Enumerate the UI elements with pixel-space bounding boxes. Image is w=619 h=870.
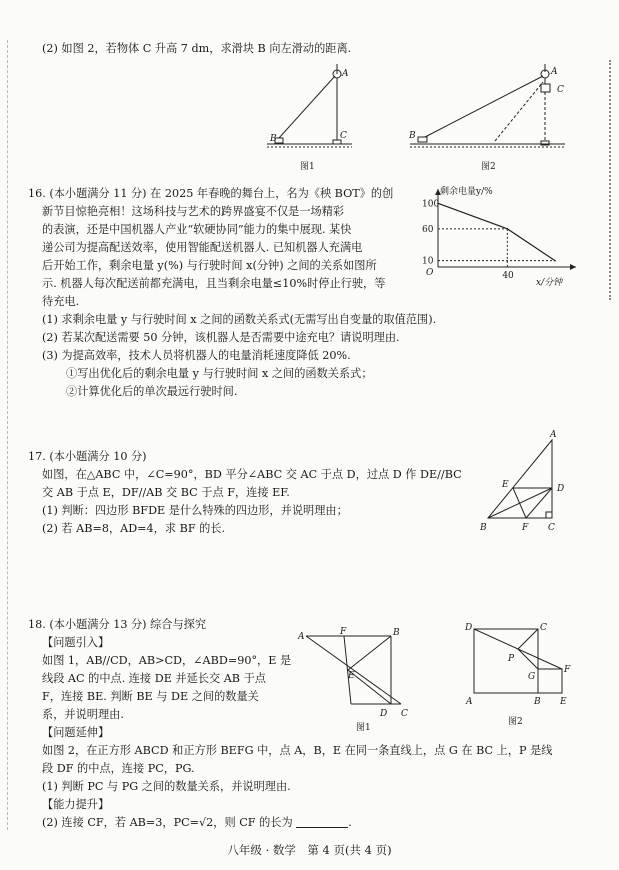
q17-label-c: C xyxy=(548,523,555,533)
q17-label-e: E xyxy=(502,480,509,490)
q18-last-text: (2) 连接 CF，若 AB=3，PC=√2，则 CF 的长为 xyxy=(42,816,293,829)
q17-line-4: (1) 判断：四边形 BFDE 是什么特殊的四边形，并说明理由； xyxy=(42,504,348,517)
chart-origin: O xyxy=(426,268,434,278)
q18f1-label-f: F xyxy=(340,627,347,637)
q16-line-7: 待充电. xyxy=(42,295,80,308)
q18f2-caption: 图2 xyxy=(508,717,523,727)
q18-last-end: . xyxy=(348,816,352,829)
fig1-label-c: C xyxy=(340,131,347,141)
q18-head: 18. (本小题满分 13 分) 综合与探究 xyxy=(28,618,207,631)
answer-blank[interactable] xyxy=(296,815,348,828)
q16-line-2: 新节目惊艳亮相！这场科技与艺术的跨界盛宴不仅是一场精彩 xyxy=(42,205,345,218)
q18-figure-2 xyxy=(462,624,582,736)
left-binding-line xyxy=(7,40,9,830)
q16-line-3: 的表演，还是中国机器人产业“软硬协同”能力的集中展现. 某快 xyxy=(42,223,352,236)
chart-y-tick-label: 100 xyxy=(422,199,440,210)
chart-series-line xyxy=(438,203,555,260)
q18-section-2: 【问题延伸】 xyxy=(42,726,110,739)
chart-y-tick-label: 10 xyxy=(422,256,434,267)
fig2-label-c: C xyxy=(557,85,564,95)
q18f1-label-d: D xyxy=(380,709,388,719)
q17-figure xyxy=(478,428,578,540)
fig2-label-a: A xyxy=(551,67,558,77)
q18f1-label-a: A xyxy=(298,632,305,642)
q15-figure-1 xyxy=(262,62,362,174)
q16-sub3a: ①写出优化后的剩余电量 y 与行驶时间 x 之间的函数关系式； xyxy=(66,367,373,380)
q17-label-f: F xyxy=(522,523,529,533)
q18-section-3: 【能力提升】 xyxy=(42,798,110,811)
chart-x-arrow xyxy=(570,264,576,270)
chart-ylabel: 剩余电量y/% xyxy=(440,187,493,197)
q18f2-label-d: D xyxy=(465,623,473,633)
fig1-label-a: A xyxy=(342,69,349,79)
q16-line-4: 递公司为提高配送效率，使用智能配送机器人. 已知机器人充满电 xyxy=(42,241,363,254)
q18-intro-3: F，连接 BE. 判断 BE 与 DE 之间的数量关 xyxy=(42,690,259,703)
q17-label-d: D xyxy=(557,484,565,494)
q17-line-3: 交 AB 于点 E，DF//AB 交 BC 于点 F，连接 EF. xyxy=(42,486,290,499)
q18-intro-1: 如图 1，AB//CD，AB>CD，∠ABD=90°，E 是 xyxy=(42,654,292,667)
q18f2-label-g: G xyxy=(528,672,536,682)
q18f2-label-f: F xyxy=(564,665,571,675)
chart-xlabel: x/分钟 xyxy=(536,278,563,288)
q18f2-label-c: C xyxy=(540,623,547,633)
fig1-caption: 图1 xyxy=(300,162,315,172)
q18f1-label-e: E xyxy=(348,671,355,681)
chart-y-tick-label: 60 xyxy=(422,224,434,235)
q18f2-label-p: P xyxy=(508,654,515,664)
fig2-caption: 图2 xyxy=(481,162,496,172)
fig1-label-b: B xyxy=(270,134,277,144)
q18-ext-1: 如图 2，在正方形 ABCD 和正方形 BEFG 中，点 A，B，E 在同一条直线上，点 G 在 BC 上，P 是线 xyxy=(42,744,553,757)
q17-line-1: 17. (本小题满分 10 分) xyxy=(28,450,147,463)
q15-figure-2 xyxy=(405,62,585,174)
q18f1-label-b: B xyxy=(393,628,400,638)
q16-sub3: (3) 为提高效率，技术人员将机器人的电量消耗速度降低 20%. xyxy=(42,349,351,362)
right-binding-line xyxy=(609,60,613,300)
q17-label-a: A xyxy=(550,430,557,440)
q16-sub3b: ②计算优化后的单次最远行驶时间. xyxy=(66,385,238,398)
q18-ext-2: 段 DF 的中点，连接 PC，PG. xyxy=(42,762,195,775)
page-footer: 八年级 · 数学 第 4 页(共 4 页) xyxy=(227,843,392,857)
q18f2-label-a: A xyxy=(466,697,473,707)
q18-last xyxy=(42,814,352,831)
q16-line-1: 16. (本小题满分 11 分) 在 2025 年春晚的舞台上，名为《秧 BOT》的创 xyxy=(28,187,394,200)
q18-intro-4: 系，并说明理由. xyxy=(42,708,124,721)
q16-sub1: (1) 求剩余电量 y 与行驶时间 x 之间的函数关系式(无需写出自变量的取值范围). xyxy=(42,313,437,326)
q17-line-2: 如图，在△ABC 中，∠C=90°，BD 平分∠ABC 交 AC 于点 D，过点 D 作 DE//BC xyxy=(42,468,462,481)
q18-figure-1 xyxy=(296,626,426,736)
q18f2-label-e: E xyxy=(560,697,567,707)
q18f2-label-b: B xyxy=(534,697,541,707)
q16-line-5: 后开始工作，剩余电量 y(%) 与行驶时间 x(分钟) 之间的关系如图所 xyxy=(42,259,377,272)
q18f1-label-c: C xyxy=(401,709,408,719)
fig2-label-b: B xyxy=(409,131,416,141)
q18-ext-3: (1) 判断 PC 与 PG 之间的数量关系，并说明理由. xyxy=(42,780,291,793)
chart-x-tick-label: 40 xyxy=(502,271,514,281)
q17-label-b: B xyxy=(480,523,487,533)
q16-sub2: (2) 若某次配送需要 50 分钟，该机器人是否需要中途充电？请说明理由. xyxy=(42,331,400,344)
q17-line-5: (2) 若 AB=8，AD=4，求 BF 的长. xyxy=(42,522,226,535)
q16-chart xyxy=(418,185,578,295)
q18-intro-2: 线段 AC 的中点. 连接 DE 并延长交 AB 于点 xyxy=(42,672,266,685)
q18f1-caption: 图1 xyxy=(356,723,371,733)
q18-section-1: 【问题引入】 xyxy=(42,636,110,649)
q15-part2: (2) 如图 2，若物体 C 升高 7 dm，求滑块 B 向左滑动的距离. xyxy=(42,42,352,55)
q16-line-6: 示. 机器人每次配送前都充满电，且当剩余电量≤10%时停止行驶，等 xyxy=(42,277,386,290)
